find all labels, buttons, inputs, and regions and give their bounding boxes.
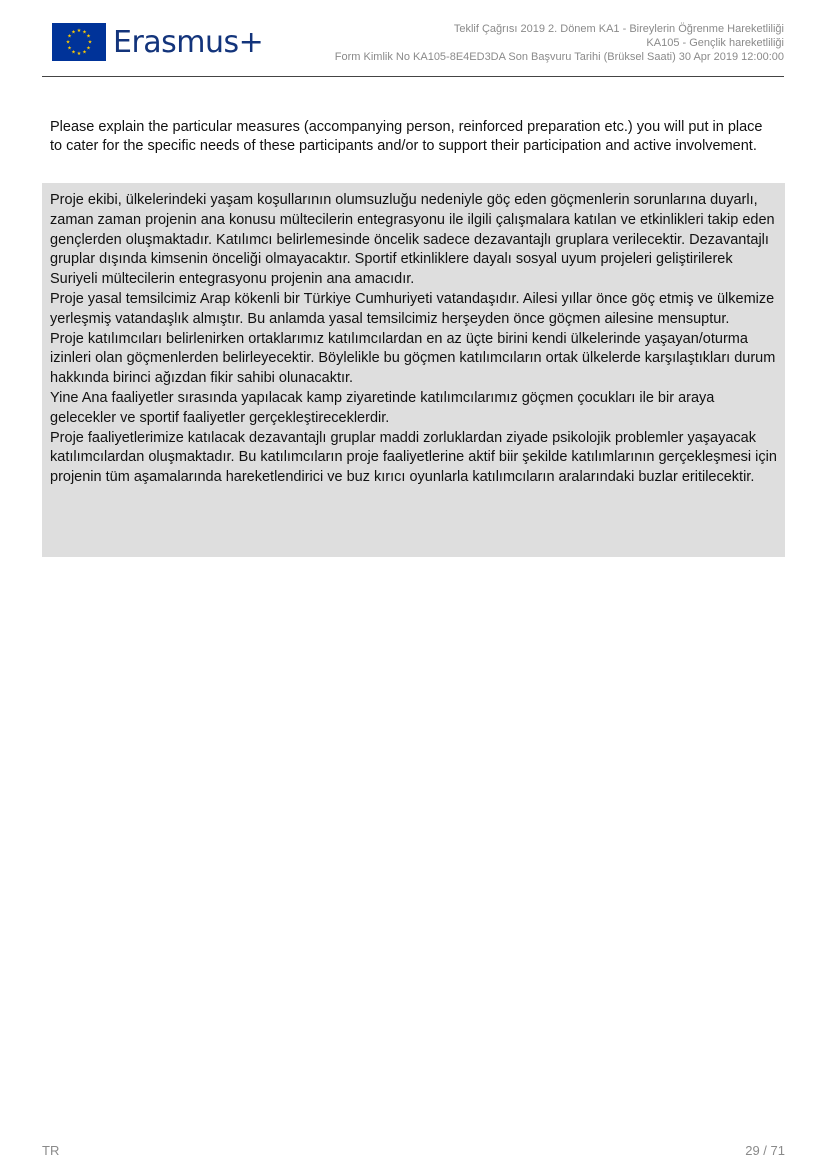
answer-paragraph: Proje yasal temsilcimiz Arap kökenli bir Türkiye Cumhuriyeti vatandaşıdır. Ailesi yıllar önce göç etmiş ve ülkemize yerleşmiş vatandaşlık almıştır. Bu anlamda yasal temsilcimiz herşeyden önce göçmen ailesine mensuptur. [50,290,775,327]
svg-text:★: ★ [67,33,72,40]
svg-text:★: ★ [76,28,82,34]
answer-paragraph: Yine Ana faaliyetler sırasında yapılacak kamp ziyaretinde katılımcılarımız göçmen çocukları ile bir araya gelecekler ve sportif faaliyetler gerçekleştireceklerdir. [50,389,715,426]
eu-stars-icon [52,23,106,61]
svg-text:★: ★ [82,49,87,56]
svg-text:★: ★ [86,33,91,40]
svg-text:★: ★ [71,49,76,56]
svg-text:★: ★ [67,45,72,52]
page-header [42,20,784,78]
svg-text:★: ★ [86,45,91,52]
svg-text:★: ★ [87,39,93,46]
svg-text:★: ★ [65,39,71,46]
svg-text:★: ★ [82,29,87,36]
answer-paragraph: Proje faaliyetlerimize katılacak dezavantajlı gruplar maddi zorluklardan ziyade psikolojik problemler yaşayacak katılımcılardan oluşmaktadır. Bu katılımcıların proje faaliyetlerine aktif biir şekilde katılımlarının gerçekleşmesi için projenin tüm aşamalarında hareketlendirici ve buz kırıcı oyunlarla katılımcıların aralarındaki buzlar eritilecektir. [50,429,777,486]
header-divider [42,76,784,77]
erasmus-plus-logo [52,23,264,65]
eu-flag-icon [52,23,106,61]
answer-field [42,183,785,557]
erasmus-logo-text: Erasmus+ [113,25,264,60]
footer-language: TR [42,1143,60,1158]
question-text: Please explain the particular measures (accompanying person, reinforced preparation etc.) you will put in place to cater for the specific needs of these participants and/or to support their participation and active involvement. [50,119,763,154]
call-info [335,22,784,64]
call-title: Teklif Çağrısı 2019 2. Dönem KA1 - Bireylerin Öğrenme Hareketliliği [453,23,784,35]
svg-text:★: ★ [76,51,82,57]
page-number: 29 / 71 [745,1143,785,1158]
answer-paragraph: Proje katılımcıları belirlenirken ortaklarımız katılımcılardan en az üçte birini kendi ülkelerinde yaşayan/oturma izinleri olan göçmenlerden belirleyecektir. Böylelikle bu göçmen katılımcıların ortak ülkelerde karşılaştıkları durum hakkında birinci ağızdan fikir sahibi olunacaktır. [50,330,776,387]
svg-text:★: ★ [71,29,76,36]
action-type: KA105 - Gençlik hareketliliği [646,37,784,49]
answer-paragraph: Proje ekibi, ülkelerindeki yaşam koşullarının olumsuzluğu nedeniyle göç eden göçmenlerin sorunlarına duyarlı, zaman zaman projenin ana konusu mültecilerin entegrasyonu ile ilgili çalışmalara katılan ve etkinlikleri takip eden gençlerden oluşmaktadır. Katılımcı belirlemesinde öncelik sadece dezavantajlı gruplara verilecektir. Dezavantajlı gruplar dışında kimsenin önceliği olmayacaktır. Sportif etkinliklere dayalı sosyal uyum projeleri geliştirilerek Suriyeli mültecilerin entegrasyonu projenin ana amacıdır. [50,192,775,288]
form-id-deadline: Form Kimlik No KA105-8E4ED3DA Son Başvuru Tarihi (Brüksel Saati) 30 Apr 2019 12:00:00 [334,51,784,63]
